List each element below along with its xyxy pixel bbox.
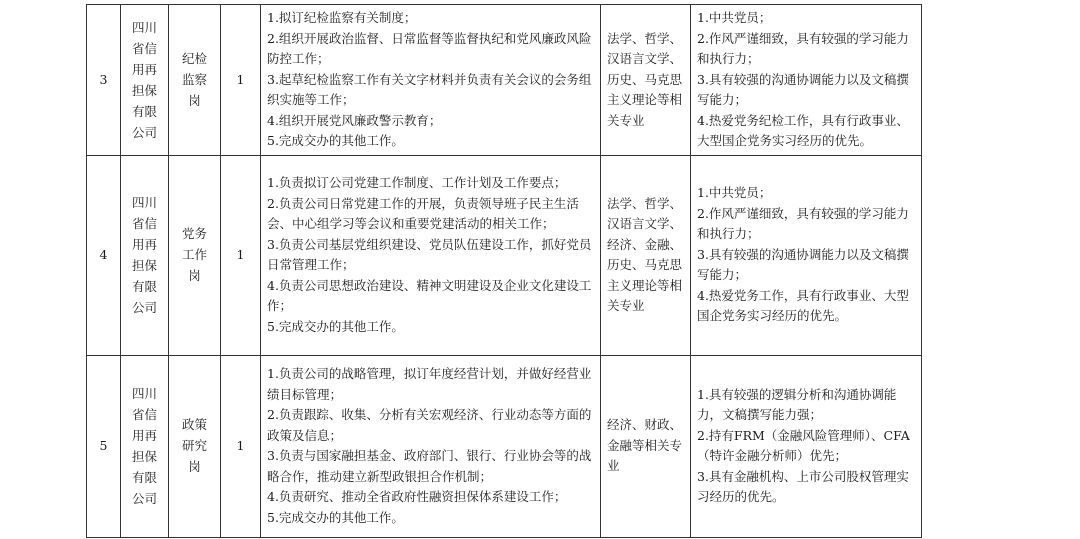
headcount: 1 (221, 155, 261, 355)
company-cell (121, 355, 169, 537)
duty-item: 2.组织开展政治监督、日常监督等监督执纪和党风廉政风险防控工作； (267, 30, 592, 66)
table-row (87, 355, 922, 537)
duties-cell (261, 355, 601, 537)
duty-item: 1.拟订纪检监察有关制度； (267, 10, 417, 25)
major-text: 法学、哲学、汉语言文学、历史、马克思主义理论等相关专业 (607, 30, 683, 128)
table-row (87, 155, 922, 355)
requirements-cell (691, 5, 922, 156)
duty-item: 2.负责公司日常党建工作的开展，负责领导班子民主生活会、中心组学习等会议和重要党建活动的相关工作； (267, 195, 579, 231)
requirement-item: 3.具有较强的沟通协调能力以及文稿撰写能力； (697, 71, 909, 107)
requirement-item: 2.作风严谨细致，具有较强的学习能力和执行力； (697, 205, 909, 242)
duty-item: 5.完成交办的其他工作。 (267, 509, 404, 525)
row-number: 5 (87, 355, 121, 537)
duty-item: 5.完成交办的其他工作。 (267, 133, 404, 148)
row-number: 4 (87, 155, 121, 355)
major-cell (601, 355, 691, 537)
duty-item: 3.负责与国家融担基金、政府部门、银行、行业协会等的战略合作，推动建立新型政银担合作机制； (267, 448, 592, 484)
requirement-item: 3.具有较强的沟通协调能力以及文稿撰写能力； (697, 246, 909, 283)
major-cell (601, 5, 691, 156)
company-name: 四川省信用再担保有限公司 (131, 194, 157, 315)
recruitment-table (86, 4, 922, 538)
requirement-item: 4.热爱党务工作，具有行政事业、大型国企党务实习经历的优先。 (697, 287, 909, 324)
duty-item: 4.负责研究、推动全省政府性融资担保体系建设工作； (267, 489, 567, 504)
duties-cell (261, 155, 601, 355)
position-cell (169, 355, 221, 537)
duty-item: 4.负责公司思想政治建设、精神文明建设及企业文化建设工作； (267, 277, 592, 313)
company-cell (121, 5, 169, 156)
company-name: 四川省信用再担保有限公司 (131, 385, 157, 506)
duties-cell (261, 5, 601, 156)
requirement-item: 2.持有FRM（金融风险管理师）、CFA（特许金融分析师）优先； (697, 427, 910, 463)
duty-item: 3.起草纪检监察工作有关文字材料并负责有关会议的会务组织实施等工作； (267, 71, 592, 107)
requirement-item: 4.热爱党务纪检工作，具有行政事业、大型国企党务实习经历的优先。 (697, 112, 909, 148)
position-cell (169, 5, 221, 156)
requirements-cell (691, 355, 922, 537)
position-cell (169, 155, 221, 355)
headcount: 1 (221, 5, 261, 156)
company-name: 四川省信用再担保有限公司 (131, 19, 157, 140)
headcount: 1 (221, 355, 261, 537)
company-cell (121, 155, 169, 355)
requirement-item: 2.作风严谨细致，具有较强的学习能力和执行力； (697, 30, 909, 66)
major-text: 法学、哲学、汉语言文学、经济、金融、历史、马克思主义理论等相关专业 (607, 195, 683, 313)
duty-item: 5.完成交办的其他工作。 (267, 318, 404, 334)
requirement-item: 3.具有金融机构、上市公司股权管理实习经历的优先。 (697, 468, 909, 504)
duty-item: 1.负责拟订公司党建工作制度、工作计划及工作要点； (267, 175, 567, 190)
requirement-item: 1.中共党员； (697, 185, 772, 201)
requirements-cell (691, 155, 922, 355)
position-name: 政策研究岗 (181, 417, 207, 475)
major-text: 经济、财政、金融等相关专业 (607, 417, 683, 474)
table-row (87, 5, 922, 156)
major-cell (601, 155, 691, 355)
requirement-item: 1.中共党员； (697, 10, 772, 25)
requirement-item: 1.具有较强的逻辑分析和沟通协调能力，文稿撰写能力强； (697, 386, 897, 422)
duty-item: 3.负责公司基层党组织建设、党员队伍建设工作，抓好党员日常管理工作； (267, 236, 592, 272)
duty-item: 2.负责跟踪、收集、分析有关宏观经济、行业动态等方面的政策及信息； (267, 407, 592, 443)
duty-item: 4.组织开展党风廉政警示教育； (267, 112, 442, 128)
position-name: 党务工作岗 (181, 226, 207, 284)
duty-item: 1.负责公司的战略管理，拟订年度经营计划，并做好经营业绩目标管理； (267, 366, 592, 402)
row-number: 3 (87, 5, 121, 156)
position-name: 纪检监察岗 (181, 51, 207, 108)
